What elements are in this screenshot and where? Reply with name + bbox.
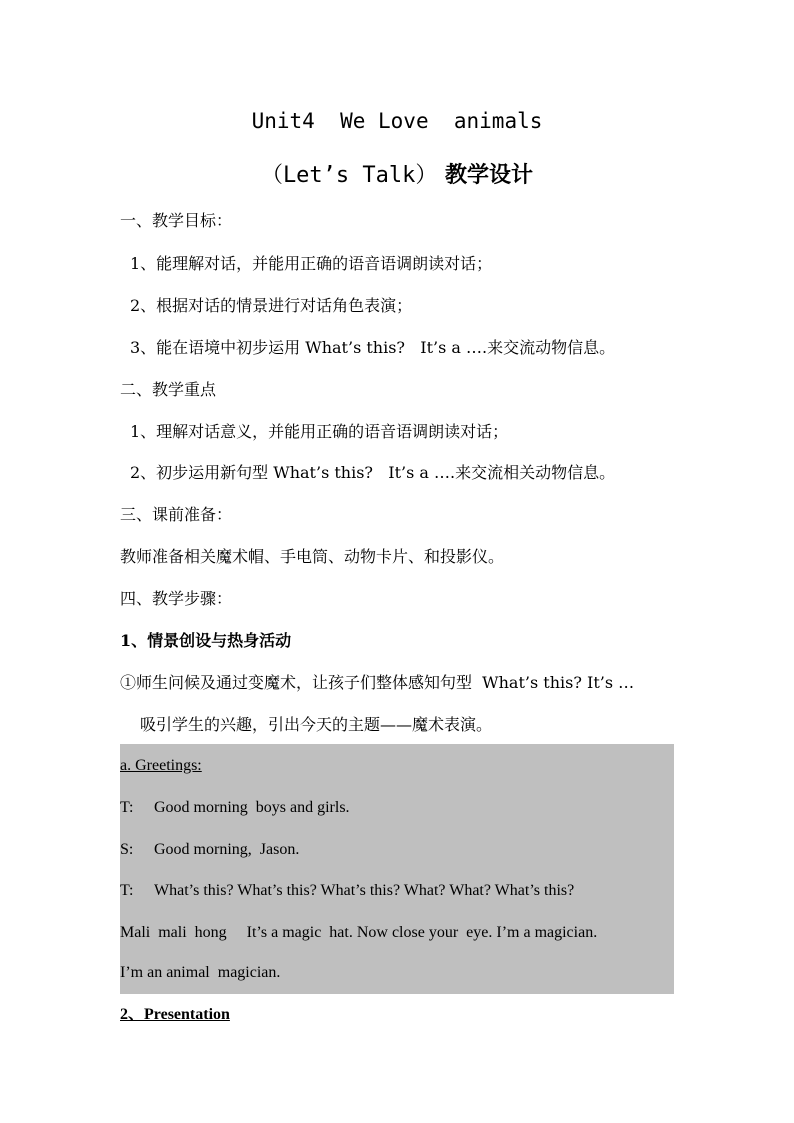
dialogue-line xyxy=(120,840,299,860)
section4-heading: 四、教学步骤： xyxy=(120,589,233,608)
speaker-label: T: xyxy=(120,882,134,899)
dialogue-line xyxy=(120,881,574,901)
dialogue-continuation-2: I’m an animal magician. xyxy=(120,964,281,981)
dialogue-continuation-1: Mali mali hong It’s a magic hat. Now close your eye. I’m a magician. xyxy=(120,924,598,941)
speaker-label: S: xyxy=(120,841,134,858)
section3-heading: 三、课前准备： xyxy=(120,505,233,524)
section1-item-2: 2、根据对话的情景进行对话角色表演； xyxy=(130,296,413,315)
dialogue-text: Good morning boys and girls. xyxy=(154,799,350,816)
document-subtitle xyxy=(0,158,794,189)
greetings-heading: a. Greetings: xyxy=(120,757,202,774)
speaker-label: T: xyxy=(120,799,134,816)
section1-item-1: 1、能理解对话，并能用正确的语音语调朗读对话； xyxy=(130,254,493,273)
dialogue-text: What’s this? What’s this? What’s this? What? What? What’s this? xyxy=(154,882,575,899)
step1-line-2: 吸引学生的兴趣，引出今天的主题——魔术表演。 xyxy=(140,715,493,734)
dialogue-shaded-block xyxy=(120,744,674,994)
subtitle-suffix: 教学设计 xyxy=(437,163,534,188)
section2-item-2: 2、初步运用新句型 What’s this? It’s a ….来交流相关动物信息。 xyxy=(130,463,616,482)
step1-title: 1、情景创设与热身活动 xyxy=(120,631,292,650)
subtitle-prefix: （Let’s Talk） xyxy=(260,163,438,188)
section1-heading: 一、教学目标： xyxy=(120,211,233,230)
document-title: Unit4 We Love animals xyxy=(251,109,543,133)
dialogue-text: Good morning, Jason. xyxy=(154,841,300,858)
section1-item-3: 3、能在语境中初步运用 What’s this? It’s a ….来交流动物信息。 xyxy=(130,338,616,357)
section2-item-1: 1、理解对话意义，并能用正确的语音语调朗读对话； xyxy=(130,422,509,441)
step1-line-1: ①师生问候及通过变魔术，让孩子们整体感知句型 What’s this? It’s … xyxy=(120,673,635,692)
step2-title: 2、Presentation xyxy=(120,1006,230,1023)
dialogue-line xyxy=(120,798,350,818)
section3-text: 教师准备相关魔术帽、手电筒、动物卡片、和投影仪。 xyxy=(120,547,505,566)
section2-heading: 二、教学重点 xyxy=(120,380,217,399)
